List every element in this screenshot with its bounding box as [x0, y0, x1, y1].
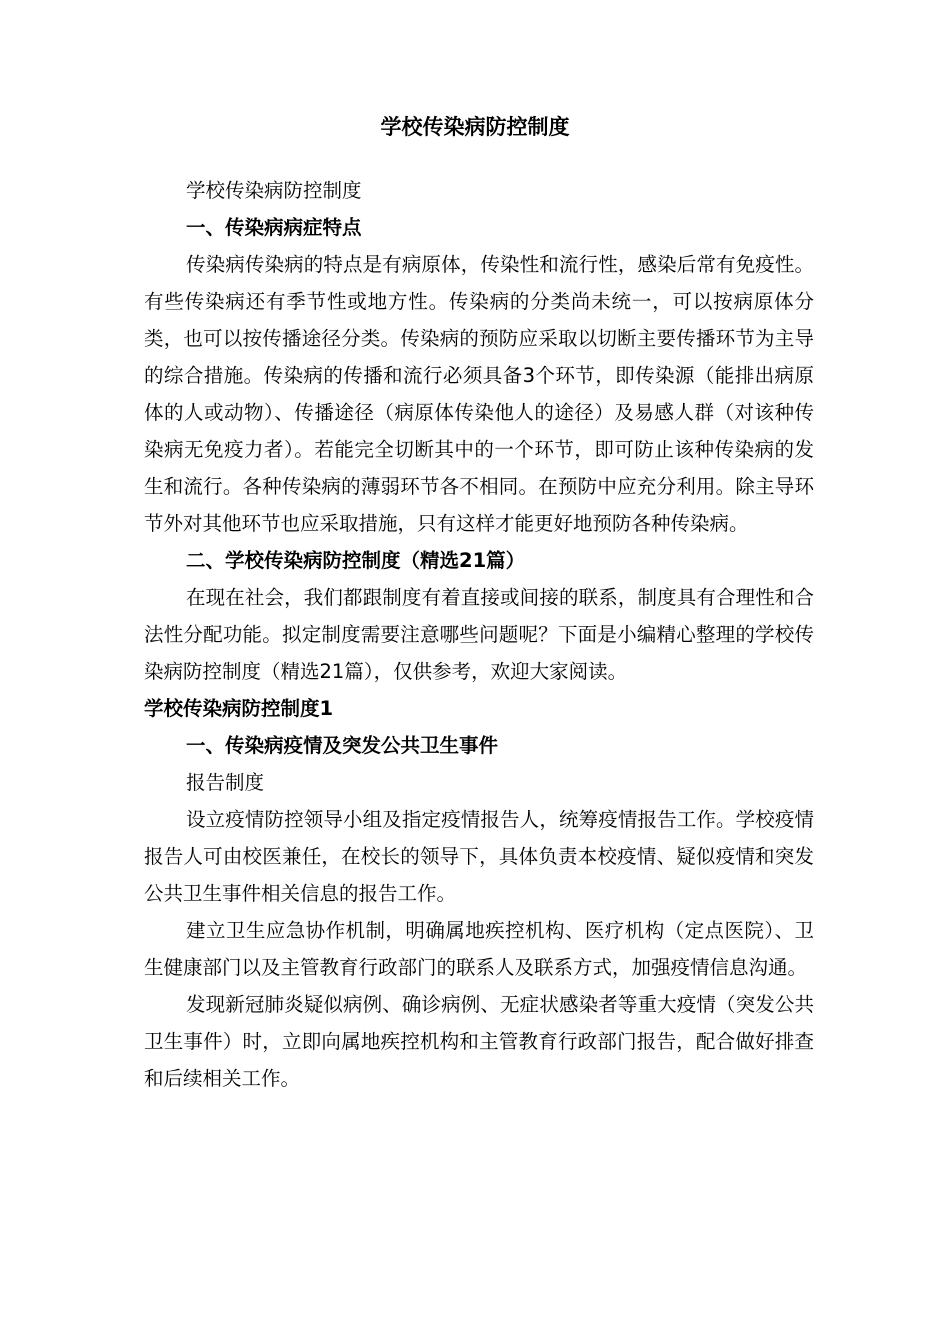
- paragraph: 建立卫生应急协作机制，明确属地疾控机构、医疗机构（定点医院）、卫生健康部门以及主管教育行政部门的联系人及联系方式，加强疫情信息沟通。: [144, 919, 814, 979]
- section-heading: 一、传染病疫情及突发公共卫生事件: [186, 734, 499, 757]
- paragraph: 传染病传染病的特点是有病原体，传染性和流行性，感染后常有免疫性。有些传染病还有季节性或地方性。传染病的分类尚未统一，可以按病原体分类，也可以按传播途径分类。传染病的预防应采取以切断主要传播环节为主导的综合措施。传染病的传播和流行必须具备3个环节，即传染源（能排出病原体的人或动物）、传播途径（病原体传染他人的途径）及易感人群（对该种传染病无免疫力者）。若能完全切断其中的一个环节，即可防止该种传染病的发生和流行。各种传染病的薄弱环节各不相同。在预防中应充分利用。除主导环节外对其他环节也应采取措施，只有这样才能更好地预防各种传染病。: [144, 253, 814, 535]
- paragraph: 学校传染病防控制度: [186, 179, 362, 202]
- section-heading: 一、传染病病症特点: [186, 216, 362, 239]
- document-body: [144, 172, 814, 1097]
- paragraph: 在现在社会，我们都跟制度有着直接或间接的联系，制度具有合理性和合法性分配功能。拟定制度需要注意哪些问题呢？下面是小编精心整理的学校传染病防控制度（精选21篇），仅供参考，欢迎大家阅读。: [144, 586, 814, 683]
- paragraph: 发现新冠肺炎疑似病例、确诊病例、无症状感染者等重大疫情（突发公共卫生事件）时，立即向属地疾控机构和主管教育行政部门报告，配合做好排查和后续相关工作。: [144, 993, 814, 1090]
- paragraph: 设立疫情防控领导小组及指定疫情报告人，统筹疫情报告工作。学校疫情报告人可由校医兼任，在校长的领导下，具体负责本校疫情、疑似疫情和突发公共卫生事件相关信息的报告工作。: [144, 808, 814, 905]
- subtitle-heading: 学校传染病防控制度1: [144, 697, 334, 720]
- section-heading: 二、学校传染病防控制度（精选21篇）: [186, 549, 526, 572]
- paragraph: 报告制度: [186, 771, 265, 794]
- document-title: 学校传染病防控制度: [380, 115, 570, 139]
